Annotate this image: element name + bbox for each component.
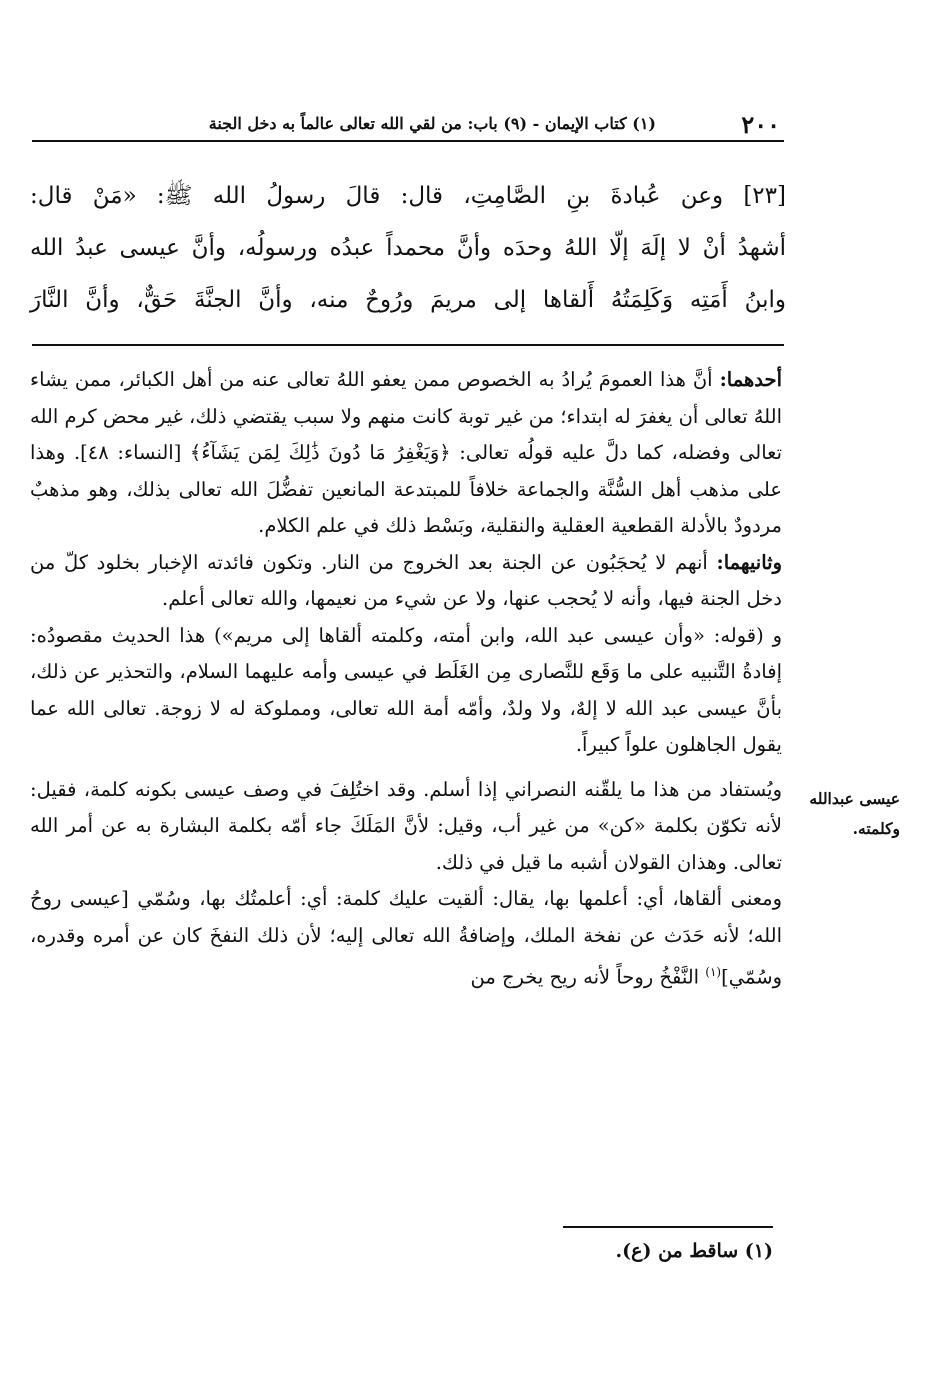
footnote: (١) ساقط من (ع).: [615, 1240, 773, 1262]
hadith-line: وابنُ أَمَتِه وَكَلِمَتُهُ أَلقاها إلى مريمَ ورُوحٌ منه، وأنَّ الجنَّةَ حَقٌّ، وأنَّ النَّارَ: [30, 287, 786, 313]
paragraph-text: أنهم لا يُحجَبُون عن الجنة بعد الخروج من النار. وتكون فائدته الإخبار بخلود كلّ من دخل الجنة فيها، وأنه لا يُحجب عنها، ولا عن شيء من نعيمها، والله تعالى أعلم.: [30, 550, 782, 610]
paragraph-text: أنَّ هذا العمومَ يُرادُ به الخصوص ممن يعفو اللهُ تعالى عنه من أهل الكبائر، ممن يشاء اللهُ تعالى أن يغفرَ له ابتداء؛ من غير توبة كانت منهم ولا سبب يقتضي ذلك، غير محض كرم الله تعالى وفضله، كما دلَّ عليه قولُه تعالى: ﴿وَيَغْفِرُ مَا دُونَ ذَٰلِكَ لِمَن يَشَآءُ﴾ [النساء: ٤٨]. وهذا على مذهب أهل السُّنَّة والجماعة خلافاً للمبتدعة المانعين تفضُّلَ الله تعالى بذلك، وهو مذهبٌ مردودٌ بالأدلة القطعية العقلية والنقلية، وبَسْط ذلك في علم الكلام.: [30, 368, 782, 537]
commentary-paragraph: [30, 881, 782, 996]
page-number: ٢٠٠: [741, 110, 780, 139]
page-header: [32, 110, 784, 139]
hadith-line: [٢٣] وعن عُبادةَ بنِ الصَّامِتِ، قال: قالَ رسولُ الله ﷺ: «مَنْ قال:: [30, 183, 786, 209]
paragraph-label: وثانيهما:: [716, 550, 782, 574]
footnote-reference: (١): [705, 965, 722, 979]
commentary-text: [30, 362, 782, 996]
commentary-paragraph: [30, 362, 782, 545]
paragraph-label: أحدهما:: [719, 368, 782, 391]
commentary-paragraph: ويُستفاد من هذا ما يلقّنه النصراني إذا أسلم. وقد اختُلِفَ في وصف عيسى بكونه كلمة، فقيل: لأنه تكوّن بكلمة «كن» من غير أب، وقيل: لأنَّ المَلَكَ جاء أمّه بكلمة البشارة به عن أمر الله تعالى. وهذان القولان أشبه ما قيل في ذلك.: [30, 777, 782, 874]
margin-note-line: وكلمته.: [852, 819, 900, 838]
header-rule: [32, 140, 784, 142]
commentary-paragraph: و (قوله: «وأن عيسى عبد الله، وابن أمته، وكلمته ألقاها إلى مريم») هذا الحديث مقصودُه: إفادةُ التَّنبيه على ما وَقَع للنَّصارى مِن الغَلَط في عيسى وأمه عليهما السلام، والتحذير عن ذلك، بأنَّ عيسى عبد الله لا إلهٌ، ولا ولدٌ، وأمّه أمة الله تعالى، ومملوكة له لا زوجة. تعالى الله عما يقول الجاهلون علواً كبيراً.: [30, 623, 782, 756]
paragraph-text: ومعنى ألقاها، أي: أعلمها بها، يقال: ألقيت عليك كلمة: أي: أعلمتُك بها، وسُمّي [عيسى روحُ الله؛ لأنه حَدَث عن نفخة الملك، وإضافةُ الله تعالى إليه؛ لأن ذلك النفخَ كان عن أمره وقدره، وسُمّي]: [30, 887, 782, 989]
running-title: (١) كتاب الإيمان - (٩) باب: من لقي الله تعالى عالماً به دخل الجنة: [208, 114, 656, 133]
paragraph-text: النَّفْخُ روحاً لأنه ريح يخرج من: [470, 965, 706, 989]
footnote-rule: [563, 1226, 773, 1228]
hadith-text: [30, 170, 786, 326]
margin-note-line: عيسى عبدالله: [809, 789, 900, 808]
margin-note: [806, 784, 900, 844]
commentary-paragraph: [30, 545, 782, 618]
section-divider: [32, 344, 784, 346]
hadith-line: أشهدُ أنْ لا إلَهَ إلّا اللهُ وحدَه وأنَّ محمداً عبدُه ورسولُه، وأنَّ عيسى عبدُ الله: [30, 235, 786, 261]
